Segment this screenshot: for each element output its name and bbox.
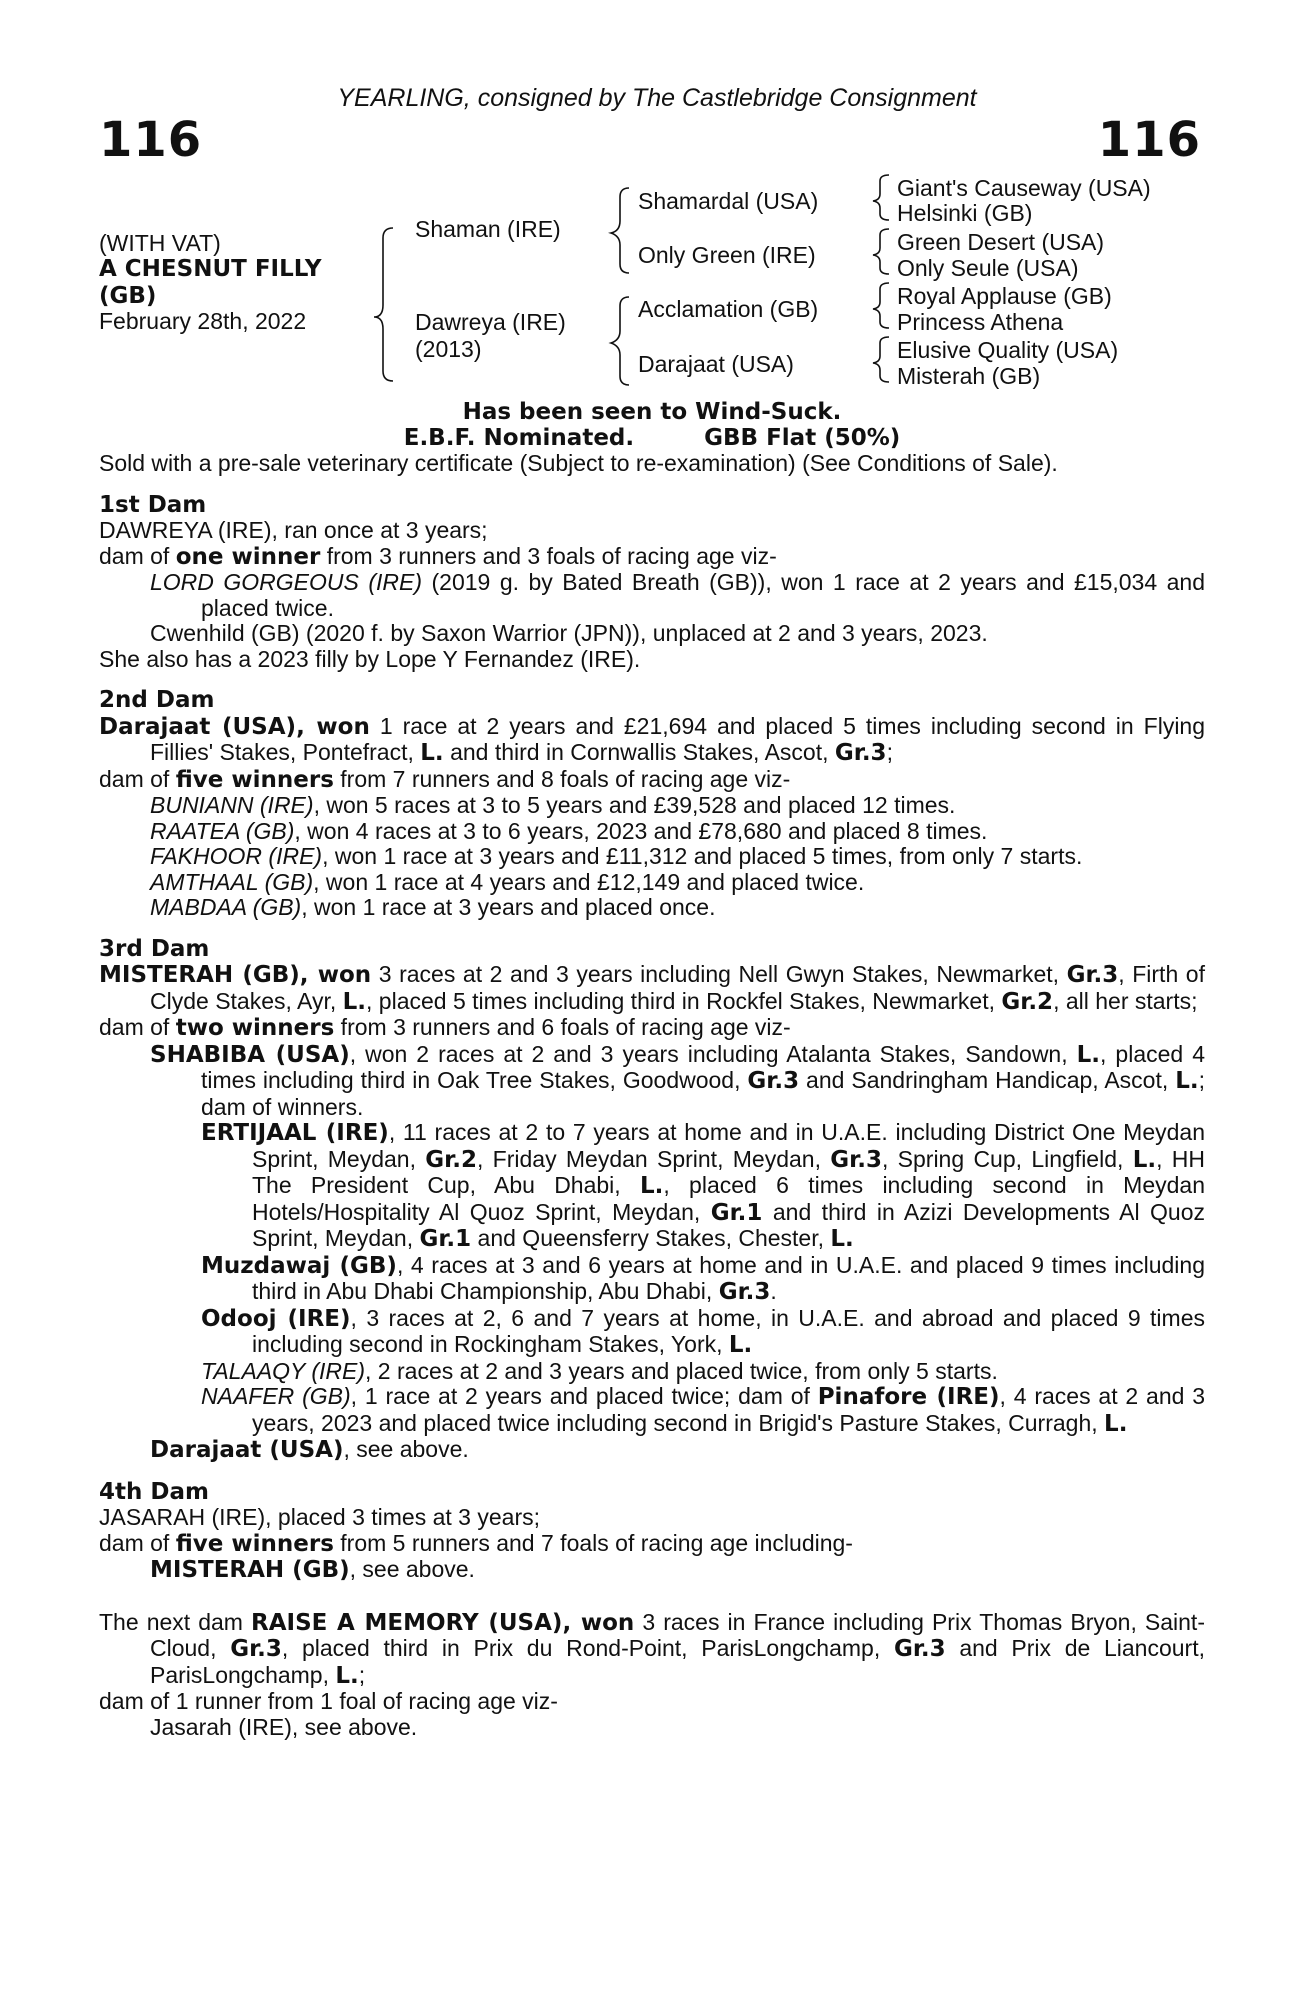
text: , won 2 races at 2 and 3 years including Atalanta Stakes, Sandown, [349,1040,1077,1067]
group-badge: Gr.3 [1066,962,1119,988]
text: and third in Cornwallis Stakes, Ascot, [443,739,835,765]
ebf-note: E.B.F. Nominated. [403,424,635,451]
group-badge: Gr.1 [419,1226,472,1252]
text: and Queensferry Stakes, Chester, [471,1225,831,1251]
foaling-date: February 28th, 2022 [99,308,307,334]
offspring-record: (2019 g. by Bated Breath (GB)), won 1 race at 2 years and £15,034 and placed twice. [201,569,1205,621]
grand-offspring-entry [99,1306,1205,1359]
vat-label: (WITH VAT) [99,230,221,256]
ped-dsd: Princess Athena [897,309,1064,335]
offspring-record: , won 1 race at 3 years and £11,312 and placed 5 times, from only 7 starts. [322,843,1083,869]
text: ; [886,739,893,765]
listed-badge: L. [335,1662,359,1689]
winners-count: five winners [175,1530,334,1557]
ped-sdd: Only Seule (USA) [897,255,1079,281]
bracket-dd [873,337,889,382]
text: and Sandringham Handicap, Ascot, [799,1067,1176,1093]
text: , Spring Cup, Lingfield, [881,1145,1133,1172]
ped-sss: Giant's Causeway (USA) [897,175,1151,201]
text: , 1 race at 2 years and placed twice; dam of [350,1383,818,1409]
group-badge: Gr.3 [747,1068,800,1094]
bracket-ss [873,175,889,220]
won-label: won [316,713,370,740]
dam-name: Darajaat (USA) [99,713,297,740]
offspring-entry [99,895,1205,921]
text: , placed 4 times including third in Oak Tree Stakes, Goodwood, [201,1040,1205,1093]
text: , 3 races at 2, 6 and 7 years at home, in U.A.E. and abroad and placed 9 times including second in Rockingham Stakes, York, [252,1304,1205,1357]
catalogue-body [99,400,1205,1740]
text: . [770,1278,777,1304]
header-title: YEARLING, consigned by The Castlebridge Consignment [337,84,977,112]
offspring-record: , won 5 races at 3 to 5 years and £39,528 and placed 12 times. [313,792,956,818]
text: , 4 races at 2 and 3 years, 2023 and placed twice including second in Brigid's Pasture Stakes, Curragh, [252,1383,1206,1436]
offspring-name: BUNIANN (IRE) [150,792,314,818]
lot-number-left: 116 [99,112,203,168]
offspring-name: MABDAA (GB) [150,894,302,920]
horse-name: A CHESNUT FILLY [99,256,322,282]
ped-dss: Royal Applause (GB) [897,283,1112,309]
sire: Shaman (IRE) [415,216,561,242]
text: dam of [99,1014,176,1040]
offspring-entry [99,819,1205,845]
text: 3 races at 2 and 3 years including Nell Gwyn Stakes, Newmarket, [371,961,1067,987]
offspring-entry [99,1437,1205,1464]
text: ; dam of winners. [201,1067,1205,1120]
offspring-record: , won 4 races at 3 to 6 years, 2023 and £78,680 and placed 8 times. [294,817,988,844]
offspring-entry [99,870,1205,896]
lot-number-right: 116 [1097,112,1201,168]
listed-badge: L. [1132,1146,1157,1173]
bracket-sire [611,188,629,273]
bracket-sd [873,229,889,274]
fourth-dam-produce-line [99,1531,1205,1558]
offspring-entry [99,793,1205,819]
group-badge: Gr.2 [1001,988,1054,1015]
fourth-dam-heading: 4th Dam [99,1478,209,1505]
horse-country: (GB) [99,283,157,309]
text: from 3 runners and 6 foals of racing age viz- [334,1014,791,1040]
ped-dds: Elusive Quality (USA) [897,337,1119,363]
text: and Prix de Liancourt, ParisLongchamp, [150,1635,1206,1688]
offspring-name: Pinafore (IRE) [817,1384,1000,1410]
text: and third in Azizi Developments Al Quoz Sprint, Meydan, [252,1198,1205,1251]
dam: Dawreya (IRE) [415,309,566,335]
first-dam-note: She also has a 2023 filly by Lope Y Fernandez (IRE). [99,645,641,672]
bracket-ds [873,283,889,328]
group-badge: Gr.3 [834,740,887,766]
offspring-name: SHABIBA (USA) [150,1041,350,1068]
group-badge: Gr.3 [230,1636,282,1662]
second-dam-heading: 2nd Dam [99,687,215,713]
text: dam of [99,542,176,569]
dam-name: RAISE A MEMORY (USA) [251,1609,563,1636]
group-badge: Gr.2 [425,1146,477,1173]
fourth-dam-line: JASARAH (IRE), placed 3 times at 3 years; [99,1504,540,1530]
dam-year: (2013) [415,336,482,362]
offspring-entry [99,844,1205,870]
first-dam-produce-line [99,544,1205,571]
text: , 11 races at 2 to 7 years at home and in U.A.E. including District One Meydan Sprint, Meydan, [252,1119,1206,1172]
second-dam-produce-line [99,767,1205,794]
first-dam-heading: 1st Dam [99,491,207,518]
text: The next dam [99,1608,252,1635]
dam-sire: Acclamation (GB) [638,296,819,322]
winners-count: one winner [175,543,321,570]
nominations-line [99,426,1205,452]
text: , see above. [343,1436,469,1462]
ped-ddd: Misterah (GB) [897,363,1041,389]
text: , all her starts; [1053,987,1198,1014]
offspring-name: ERTIJAAL (IRE) [201,1120,389,1146]
next-dam-record: The next dam RAISE A MEMORY (USA), won 3 races in France including Prix Thomas Bryon, Saint-Cloud, Gr.3, placed third in Prix du Rond-Point, ParisLongchamp, Gr.3 and Prix de Liancourt, ParisLongchamp, L.; [99,1608,1206,1689]
text: 1 race at 2 years and £21,694 and placed 5 times including second in Flying Fillies' Stakes, Pontefract, [150,712,1206,765]
offspring-name: LORD GORGEOUS (IRE) [150,569,423,595]
bracket-dam [611,297,629,385]
offspring-name: RAATEA (GB) [150,817,295,844]
text: , 4 races at 3 and 6 years at home and in U.A.E. and placed 9 times including third in Abu Dhabi Championship, Abu Dhabi, [252,1251,1205,1304]
text: 3 races in France including Prix Thomas Bryon, Saint-Cloud, [150,1608,1205,1661]
text: , placed 5 times including third in Rockfel Stakes, Newmarket, [366,987,1002,1014]
winners-count: two winners [175,1015,335,1041]
listed-badge: L. [1104,1410,1128,1437]
offspring-name: NAAFER (GB) [201,1383,351,1409]
next-dam-produce-line: dam of 1 runner from 1 foal of racing age viz- [99,1688,558,1714]
winners-count: five winners [175,766,334,793]
won-label: won [317,962,372,988]
text: from 7 runners and 8 foals of racing age viz- [333,765,791,792]
won-label: won [580,1609,635,1636]
grand-offspring-entry [99,1384,1205,1437]
listed-badge: L. [830,1226,854,1252]
dam-name: MISTERAH (GB) [99,962,300,988]
gbb-note: GBB Flat (50%) [704,424,901,451]
bracket-main [374,228,393,381]
offspring-entry [99,1042,1205,1121]
sire-sire: Shamardal (USA) [638,188,819,214]
group-badge: Gr.3 [830,1146,882,1173]
offspring-name: TALAAQY (IRE) [201,1357,366,1384]
vet-note: Sold with a pre-sale veterinary certificate (Subject to re-examination) (See Conditions of Sale). [99,450,1058,476]
third-dam-record: MISTERAH (GB), won 3 races at 2 and 3 years including Nell Gwyn Stakes, Newmarket, Gr.3, Firth of Clyde Stakes, Ayr, L., placed 5 times including third in Rockfel Stakes, Newmarket, Gr.2, all her starts; [99,961,1205,1015]
listed-badge: L. [728,1332,753,1358]
group-badge: Gr.1 [710,1199,763,1226]
listed-badge: L. [1076,1041,1101,1068]
text: , see above. [349,1556,475,1582]
group-badge: Gr.3 [893,1636,946,1662]
group-badge: Gr.3 [718,1279,771,1305]
text: from 5 runners and 7 foals of racing age including- [333,1529,853,1556]
text: dam of [99,765,176,792]
text: dam of [99,1529,176,1556]
text: , placed third in Prix du Rond-Point, ParisLongchamp, [281,1635,894,1661]
offspring-name: Muzdawaj (GB) [201,1252,397,1279]
offspring-entry [99,570,1205,621]
offspring-name: FAKHOOR (IRE) [150,843,323,869]
offspring-entry: Cwenhild (GB) (2020 f. by Saxon Warrior (JPN)), unplaced at 2 and 3 years, 2023. [150,620,988,646]
listed-badge: L. [420,740,444,766]
text: from 3 runners and 3 foals of racing age viz- [320,542,777,569]
offspring-name: MISTERAH (GB) [150,1557,350,1583]
grand-offspring-entry [99,1359,1205,1385]
text: ; [358,1661,366,1688]
offspring-name: Odooj (IRE) [201,1305,351,1332]
text: , HH The President Cup, Abu Dhabi, [252,1145,1206,1198]
listed-badge: L. [1175,1068,1199,1094]
grand-offspring-entry [99,1120,1205,1253]
offspring-record: , won 1 race at 4 years and £12,149 and placed twice. [313,868,865,895]
third-dam-heading: 3rd Dam [99,935,210,962]
text: , Friday Meydan Sprint, Meydan, [476,1145,831,1172]
ped-ssd: Helsinki (GB) [897,200,1033,226]
listed-badge: L. [639,1173,664,1199]
second-dam-record: Darajaat (USA), won 1 race at 2 years and £21,694 and placed 5 times including second in Flying Fillies' Stakes, Pontefract, L. and third in Cornwallis Stakes, Ascot, Gr.3; [99,712,1206,766]
text: , 2 races at 2 and 3 years and placed twice, from only 5 starts. [365,1357,998,1384]
wind-suck-note: Has been seen to Wind-Suck. [462,399,842,425]
grand-offspring-entry [99,1253,1205,1306]
ped-sds: Green Desert (USA) [897,229,1105,255]
third-dam-produce-line [99,1015,1205,1042]
listed-badge: L. [342,988,367,1015]
offspring-entry: Jasarah (IRE), see above. [150,1713,418,1740]
first-dam-line: DAWREYA (IRE), ran once at 3 years; [99,517,488,543]
offspring-entry [99,1557,1205,1584]
sire-dam: Only Green (IRE) [638,242,816,268]
offspring-record: , won 1 race at 3 years and placed once. [301,894,716,920]
text: , placed 6 times including second in Meydan Hotels/Hospitality Al Quoz Sprint, Meydan, [252,1172,1205,1225]
offspring-name: AMTHAAL (GB) [150,868,314,895]
offspring-name: Darajaat (USA) [150,1437,344,1463]
dam-dam: Darajaat (USA) [638,351,794,377]
pedigree-table [0,0,1314,420]
text: , Firth of Clyde Stakes, Ayr, [150,961,1205,1014]
